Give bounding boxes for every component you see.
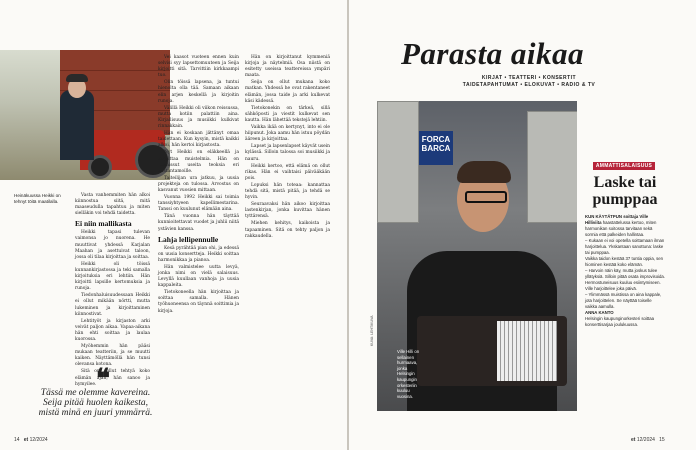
barn-line (60, 70, 170, 71)
folio-right (631, 437, 665, 443)
lead-text: haastattelussa kertoo, miten harmonikan soitossa tarvitaan sekä sormia että palkeiden hallintaa. (585, 220, 657, 237)
paragraph: Olin töissä lapsena, ja tuntui hienolta olla tää. Samaan aikaan elin arjen keskellä ja kirjoitin runoja. (158, 80, 239, 104)
paragraph: Tiedonhaluisuudessaan Heikki ei ollut mikään nörtti, mutta lukeminen ja kirjoittaminen kiinnostivat. (75, 293, 150, 317)
shelf-panel (377, 101, 419, 223)
paragraph: Miehen kehitys, kaikoista ja tapaaminen. Sitä on tehty paljon ja rakkaudella. (245, 221, 330, 239)
subheading: Ei niin mallikasta (75, 219, 132, 229)
text-column-2 (158, 55, 239, 316)
accordion-keys (497, 321, 557, 381)
photo-credit: KUVA: LEHTIKUVA (370, 315, 374, 346)
paragraph: Tänä vuonna hän täyttää kunnioitettavat vuodet ja juhlii niitä ystävien kanssa. (158, 214, 239, 232)
paragraph: Vaikka ikää on kertynyt, into ei ole hiipunut. Joka aamu hän istuu pöydän ääreen ja kirjoittaa. (245, 125, 330, 143)
paragraph: Hän on kirjoittanut kymmeniä kirjoja ja näytelmiä. Osa niistä on esitetty useissa teattereissa ympäri maata. (245, 55, 330, 79)
person-hair (457, 161, 511, 183)
farm-photo (0, 50, 170, 180)
glasses-icon (465, 191, 507, 203)
article-body (585, 214, 665, 328)
musician-photo (377, 101, 577, 411)
paragraph: Tietokonekin on tärkeä, sillä sähköposti ja viestit kulkevat sen kautta. Hän lähettää tekstejä lehtiin. (245, 105, 330, 123)
paragraph: Lehtityöt ja kirjaston arki veivät paljon aikaa. Vapaa-aikana hän ehti soittaa ja laulaa kuorossa. (75, 318, 150, 342)
page-number: 14 (14, 437, 20, 443)
magazine-logo: et (631, 437, 636, 443)
info-note: Helsingin kaupunginorkesteri soittaa konserttisarjaa joulukuussa. (585, 316, 655, 327)
folio-left (14, 437, 48, 443)
text-column-1 (75, 193, 150, 389)
photo-caption: Heinäkuussa Heikki on tehnyt töitä maatilalla. (14, 193, 61, 204)
right-page (349, 0, 696, 450)
paragraph: Hän ei koskaan jättänyt omaa taidettaan. Kun kysyin, mistä kaikki alkoi, hän kertoi kirjastosta. (158, 131, 239, 149)
paragraph: Heikki tapasi tulevan vaimonsa jo nuorena. He muuttivat yhdessä Karjalan Maahan ja asettuivat taloon, jossa oli tilaa kirjoittaa ja soittaa. (75, 230, 150, 260)
paragraph: Vuonna 1992 Heikki sai toimia tanssiyhtyeen kapellimestarina. Tanssi on kuulunut elämään aina. (158, 195, 239, 213)
paragraph: Hermostuneisuus kuuluu esiintymiseen. Ville harjoittelee joka päivä. (585, 280, 661, 291)
lead-name: KUN KÄYTÄTPUN soittaja Ville Hilliviita (585, 214, 649, 225)
category-tag: AMMATTISALAISUUS (593, 162, 655, 170)
cap-shape (66, 74, 88, 82)
lead-paragraph (585, 214, 665, 238)
subtitle-line: TAIDETAPAHTUMAT • ELOKUVAT • RADIO & TV (462, 82, 596, 88)
paragraph: – Ylimmässä muistissa on aina kappale, jota harjoittelen. Se näyttää toiselle vaikka aamulla. (585, 292, 662, 309)
paragraph: Vasta vanhemmiten hän alkoi kiinnostua siitä, mitä maaseudulla tapahtuu ja miten sielläkin voi tehdä taidetta. (75, 193, 150, 217)
paragraph: Vei kaasot vuoteen ennen kuin selvisi syy lapsettomuuteen ja Seija kirjoitti sitä. Tarvittiin kirkkaampi tuo. (158, 55, 239, 79)
wall-sign: FORCA BARCA (419, 131, 453, 165)
shelf-panel (527, 111, 577, 223)
author-signature: ANNA KANTO (585, 310, 614, 315)
paragraph: Nyt Heikki on eläkkeellä ja kirjoittaa muistelmia. Hän on julkaissut useita teoksia eri kustantamoille. (158, 150, 239, 174)
section-title: Parasta aikaa (401, 36, 585, 71)
article-heading: Laske tai pumppaa (592, 174, 658, 208)
paragraph: Tietokoneella hän kirjoittaa ja soittaa samalla. Hänen työhuoneensa on täynnä soittimia ja kirjoja. (158, 290, 239, 314)
man-figure (60, 90, 94, 160)
paragraph: Myöhemmin hän pääsi mukaan teatteriin, ja se muutti kaiken. Näyttämöllä hän tunsi olevansa kotona. (75, 344, 150, 368)
paragraph: Taiteilijan ura jatkuu, ja uusia projekteja on tulossa. Arvostus on kasvanut vuosien mittaan. (158, 175, 239, 193)
section-subtitle (409, 75, 649, 89)
paragraph: Hän valmistelee uutta levyä, jonka nimi on vielä salaisuus. Levyllä kuullaan vanhoja ja uusia kappaleita. (158, 264, 239, 289)
paragraph: Kesä pyrähtää pian ohi, ja edessä on uusia konsertteja. Heikki soittaa harmonikkaa ja pianoa. (158, 245, 239, 263)
paragraph: Seuraavaksi hän aikoo kirjoittaa lastenkirjan, jonka kuvittaa hänen tyttärensä. (245, 202, 330, 220)
paragraph: Heikki kertoo, että elämä on ollut rikas. Hän ei vaihtaisi päivääkään pois. (245, 163, 330, 181)
page-number: 15 (659, 437, 665, 443)
subheading: Lahja lellipennulle (158, 234, 219, 244)
paragraph: Heikki oli töissä kunnankirjastossa ja teki samalla kirjoituksia eri lehtiin. Hän kirjoitti lapsille kertomuksia ja runoja. (75, 261, 150, 292)
issue-number: 12/2024 (29, 437, 48, 443)
paragraph: – Harvoin näin käy, mutta joskus tulee yllätyksiä. Silloin pitää osata improvisoida. (585, 268, 666, 279)
paragraph: Vaikka taidon kestää 37 tuntia oppia, sen hiominen kestää koko elämän. (585, 256, 664, 267)
paragraph: Välillä Heikki oli viikon reissussa, mutta kotiin palattiin aina. Kirjallisuus ja musiikki kulkivat rinnakkain. (158, 105, 239, 130)
paragraph: Lopuksi hän toteaa: kannattaa tehdä sitä, mistä pitää, ja tehdä se hyvin. (245, 182, 330, 201)
text-column-3 (245, 55, 330, 241)
subtitle-line: KIRJAT • TEATTERI • KONSERTIT (481, 75, 577, 81)
paragraph: Lapset ja lapsenlapset käyvät usein kylässä. Silloin talossa soi musiikki ja nauru. (245, 144, 331, 162)
pull-quote: Tässä me olemme kavereina. Seija pitää huolen kaikesta, mistä minä en juuri ymmärrä. (38, 388, 153, 418)
photo-caption: Ville Hilli on sellainen hurmaava, jonka Helsingin kaupungin orkesteriin kuuluu vuosina. (397, 349, 420, 399)
paragraph: Seija on ollut mukana koko matkan. Yhdessä he ovat rakentaneet elämän, jossa taide ja arki kulkevat käsi kädessä. (245, 80, 330, 104)
magazine-logo: et (23, 437, 29, 443)
paragraph: Sitä on tullut tehtyä koko elämän ajan, hän sanoo ja hymyilee. (75, 369, 150, 387)
paragraph: – Kukaan ei voi opetella soittamaan ilman harjoittelua. Ykskantaan sanottuna: laske tai pumppaa. (585, 238, 665, 255)
issue-number: 12/2024 (636, 437, 655, 443)
quote-icon: ❝ (96, 364, 110, 393)
left-page (0, 0, 347, 450)
